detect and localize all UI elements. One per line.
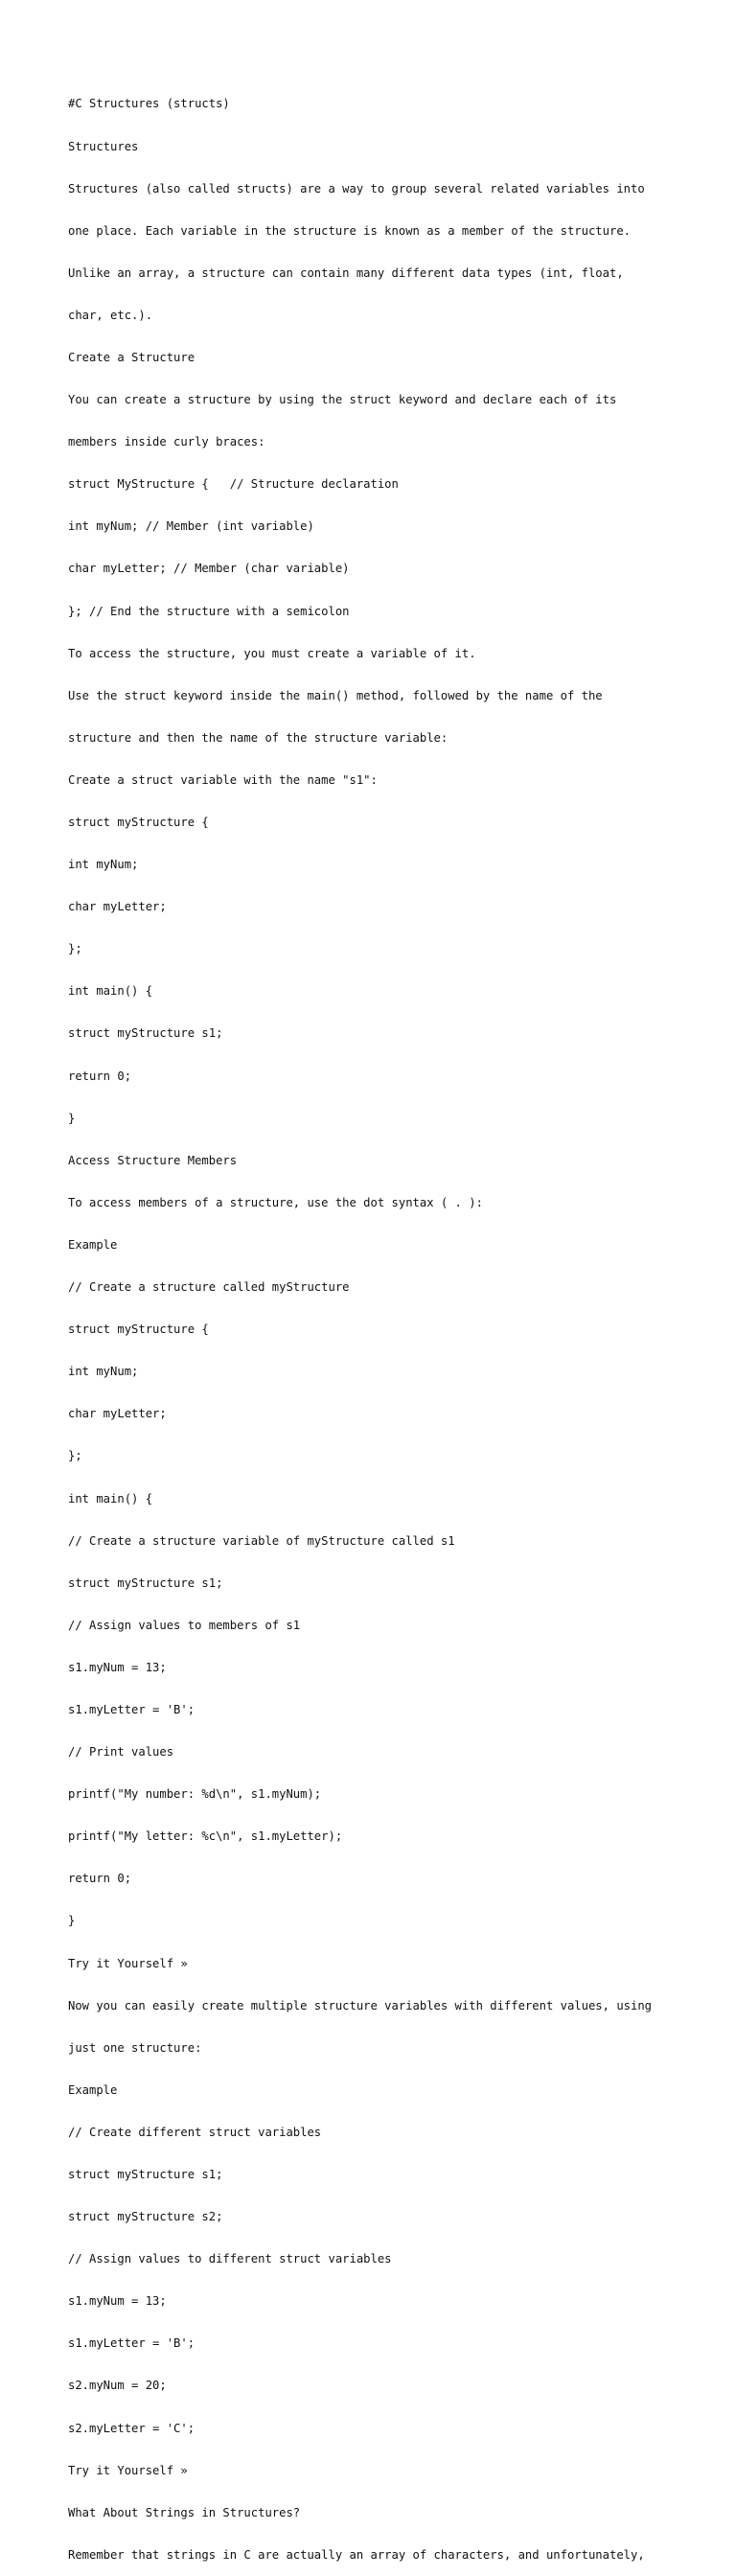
code-line: struct myStructure s1; bbox=[68, 2168, 223, 2181]
code-line: printf("My letter: %c\n", s1.myLetter); bbox=[68, 1829, 343, 1844]
code-line: s2.myNum = 20; bbox=[68, 2379, 167, 2393]
paragraph-line: structure and then the name of the structure variable: bbox=[68, 730, 448, 745]
paragraph-line: Unlike an array, a structure can contain many different data types (int, float, bbox=[68, 265, 624, 280]
code-line: char myLetter; // Member (char variable) bbox=[68, 562, 350, 576]
code-line: printf("My number: %d\n", s1.myNum); bbox=[68, 1787, 322, 1802]
paragraph-line: To access members of a structure, use the dot syntax ( . ): bbox=[68, 1195, 483, 1209]
paragraph-line: To access the structure, you must create a variable of it. bbox=[68, 646, 476, 660]
paragraph-line: char, etc.). bbox=[68, 308, 153, 322]
code-line: return 0; bbox=[68, 1069, 132, 1083]
try-it-yourself-link: Try it Yourself » bbox=[68, 2463, 188, 2477]
code-line: int myNum; bbox=[68, 858, 139, 872]
code-line: char myLetter; bbox=[68, 900, 167, 914]
code-line: s1.myLetter = 'B'; bbox=[68, 1702, 196, 1716]
document-page bbox=[68, 69, 720, 2576]
code-line: struct myStructure s1; bbox=[68, 1576, 223, 1590]
code-line: char myLetter; bbox=[68, 1407, 167, 1421]
heading-structures: Structures bbox=[68, 139, 139, 153]
paragraph-line: Remember that strings in C are actually an array of characters, and unfortunately, bbox=[68, 2547, 645, 2562]
paragraph-line: You can create a structure by using the struct keyword and declare each of its bbox=[68, 393, 617, 407]
heading-create-structure: Create a Structure bbox=[68, 350, 196, 364]
code-line: // Create different struct variables bbox=[68, 2125, 322, 2139]
paragraph-line: Create a struct variable with the name "s1": bbox=[68, 772, 378, 787]
code-line: }; bbox=[68, 1449, 82, 1463]
code-line: // Assign values to members of s1 bbox=[68, 1618, 301, 1632]
code-line: // Create a structure variable of myStructure called s1 bbox=[68, 1533, 455, 1548]
code-line: struct MyStructure { // Structure declaration bbox=[68, 477, 399, 492]
code-line: struct myStructure { bbox=[68, 1322, 209, 1337]
code-line: return 0; bbox=[68, 1872, 132, 1886]
paragraph-line: one place. Each variable in the structure is known as a member of the structure. bbox=[68, 223, 631, 238]
code-line: struct myStructure s1; bbox=[68, 1026, 223, 1041]
example-label: Example bbox=[68, 2082, 118, 2097]
heading-strings-in-structures: What About Strings in Structures? bbox=[68, 2505, 301, 2519]
code-line: int myNum; bbox=[68, 1365, 139, 1379]
code-line: struct myStructure { bbox=[68, 816, 209, 829]
code-line: // Assign values to different struct variables bbox=[68, 2252, 392, 2266]
heading-c-structures: #C Structures (structs) bbox=[68, 97, 230, 111]
code-line: } bbox=[68, 1914, 76, 1928]
paragraph-line: just one structure: bbox=[68, 2040, 202, 2055]
example-label: Example bbox=[68, 1237, 118, 1252]
code-line: int myNum; // Member (int variable) bbox=[68, 519, 314, 534]
code-line: int main() { bbox=[68, 1491, 153, 1506]
code-line: // Create a structure called myStructure bbox=[68, 1280, 350, 1295]
code-line: s1.myNum = 13; bbox=[68, 2294, 167, 2309]
code-line: s1.myLetter = 'B'; bbox=[68, 2336, 196, 2351]
paragraph-line: Use the struct keyword inside the main() method, followed by the name of the bbox=[68, 688, 603, 702]
paragraph-line: Structures (also called structs) are a way to group several related variables into bbox=[68, 181, 645, 196]
paragraph-line: members inside curly braces: bbox=[68, 435, 265, 449]
code-line: struct myStructure s2; bbox=[68, 2210, 223, 2224]
code-line: s1.myNum = 13; bbox=[68, 1660, 167, 1674]
code-line: }; // End the structure with a semicolon bbox=[68, 604, 350, 618]
heading-access-members: Access Structure Members bbox=[68, 1153, 238, 1167]
code-line: s2.myLetter = 'C'; bbox=[68, 2421, 196, 2435]
paragraph-line: Now you can easily create multiple structure variables with different values, using bbox=[68, 1998, 653, 2012]
code-line: }; bbox=[68, 942, 82, 956]
code-line: } bbox=[68, 1111, 76, 1125]
code-line: int main() { bbox=[68, 984, 153, 999]
try-it-yourself-link: Try it Yourself » bbox=[68, 1956, 188, 1970]
code-line: // Print values bbox=[68, 1745, 174, 1760]
